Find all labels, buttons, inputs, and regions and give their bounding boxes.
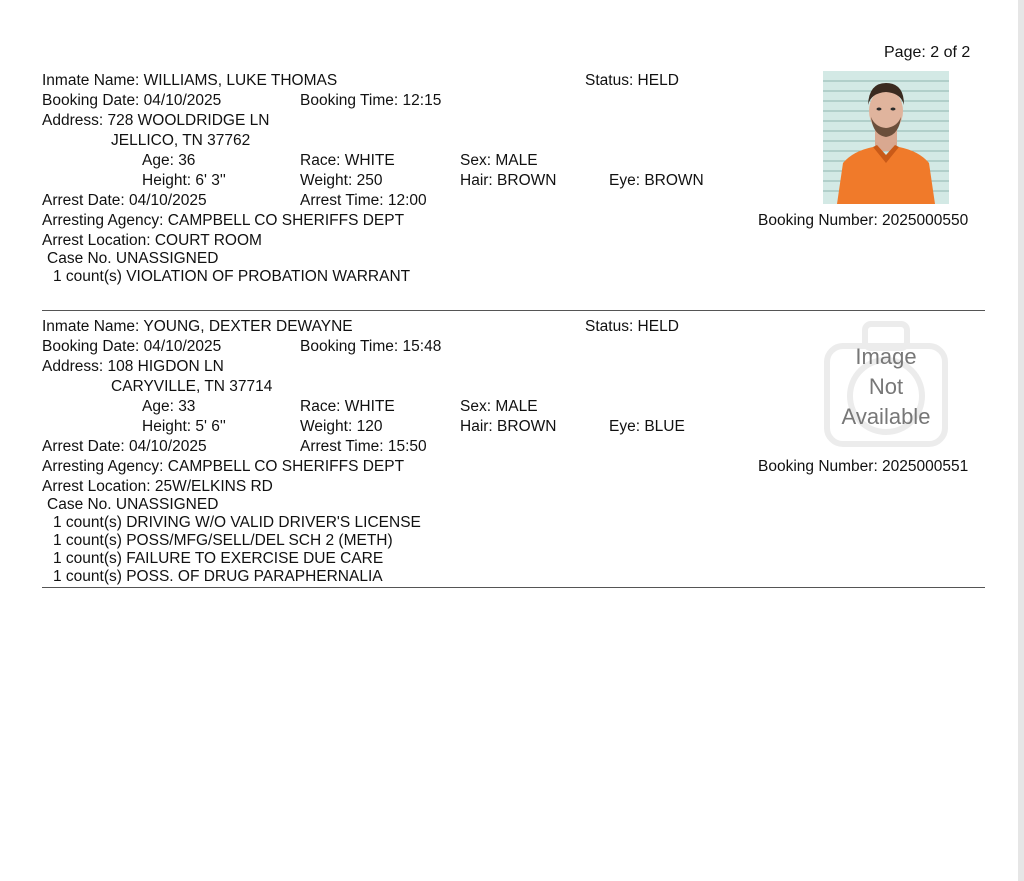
record-divider [42,587,985,588]
arrest-time: Arrest Time: 12:00 [300,192,427,209]
record-divider [42,310,985,311]
age: Age: 33 [142,398,196,415]
race: Race: WHITE [300,152,395,169]
arrest-location: Arrest Location: COURT ROOM [42,232,262,249]
charge-line: 1 count(s) DRIVING W/O VALID DRIVER'S LICENSE [53,514,421,531]
status: Status: HELD [585,72,679,89]
charge-line: 1 count(s) VIOLATION OF PROBATION WARRANT [53,268,411,285]
booking-date: Booking Date: 04/10/2025 [42,338,222,355]
race: Race: WHITE [300,398,395,415]
placeholder-text-line3: Available [841,404,931,429]
image-not-available-placeholder [823,318,949,448]
height: Height: 6' 3'' [142,172,226,189]
charge-line: 1 count(s) POSS. OF DRUG PARAPHERNALIA [53,568,383,585]
booking-number: Booking Number: 2025000551 [758,458,969,475]
status: Status: HELD [585,318,679,335]
placeholder-text-line2: Not [868,374,904,399]
sex: Sex: MALE [460,152,538,169]
address-line2: CARYVILLE, TN 37714 [111,378,273,395]
case-number: Case No. UNASSIGNED [47,496,219,513]
booking-time: Booking Time: 12:15 [300,92,442,109]
booking-time: Booking Time: 15:48 [300,338,442,355]
eye: Eye: BROWN [609,172,704,189]
arresting-agency: Arresting Agency: CAMPBELL CO SHERIFFS DEPT [42,212,405,229]
inmate-name: Inmate Name: WILLIAMS, LUKE THOMAS [42,72,338,89]
page-edge [1018,0,1024,881]
age: Age: 36 [142,152,196,169]
case-number: Case No. UNASSIGNED [47,250,219,267]
page-number: Page: 2 of 2 [884,44,971,61]
height: Height: 5' 6'' [142,418,226,435]
weight: Weight: 120 [300,418,383,435]
hair: Hair: BROWN [460,418,557,435]
placeholder-text-line1: Image [855,344,917,369]
arrest-time: Arrest Time: 15:50 [300,438,427,455]
address-line2: JELLICO, TN 37762 [111,132,251,149]
booking-date: Booking Date: 04/10/2025 [42,92,222,109]
weight: Weight: 250 [300,172,383,189]
hair: Hair: BROWN [460,172,557,189]
arrest-location: Arrest Location: 25W/ELKINS RD [42,478,273,495]
arrest-date: Arrest Date: 04/10/2025 [42,438,207,455]
booking-number: Booking Number: 2025000550 [758,212,969,229]
arrest-date: Arrest Date: 04/10/2025 [42,192,207,209]
address-line1: Address: 108 HIGDON LN [42,358,224,375]
mugshot-image [823,71,949,204]
eye: Eye: BLUE [609,418,685,435]
mugshot-photo [823,71,949,204]
inmate-name: Inmate Name: YOUNG, DEXTER DEWAYNE [42,318,353,335]
arresting-agency: Arresting Agency: CAMPBELL CO SHERIFFS DEPT [42,458,405,475]
charge-line: 1 count(s) FAILURE TO EXERCISE DUE CARE [53,550,384,567]
charge-line: 1 count(s) POSS/MFG/SELL/DEL SCH 2 (METH) [53,532,393,549]
address-line1: Address: 728 WOOLDRIDGE LN [42,112,270,129]
sex: Sex: MALE [460,398,538,415]
